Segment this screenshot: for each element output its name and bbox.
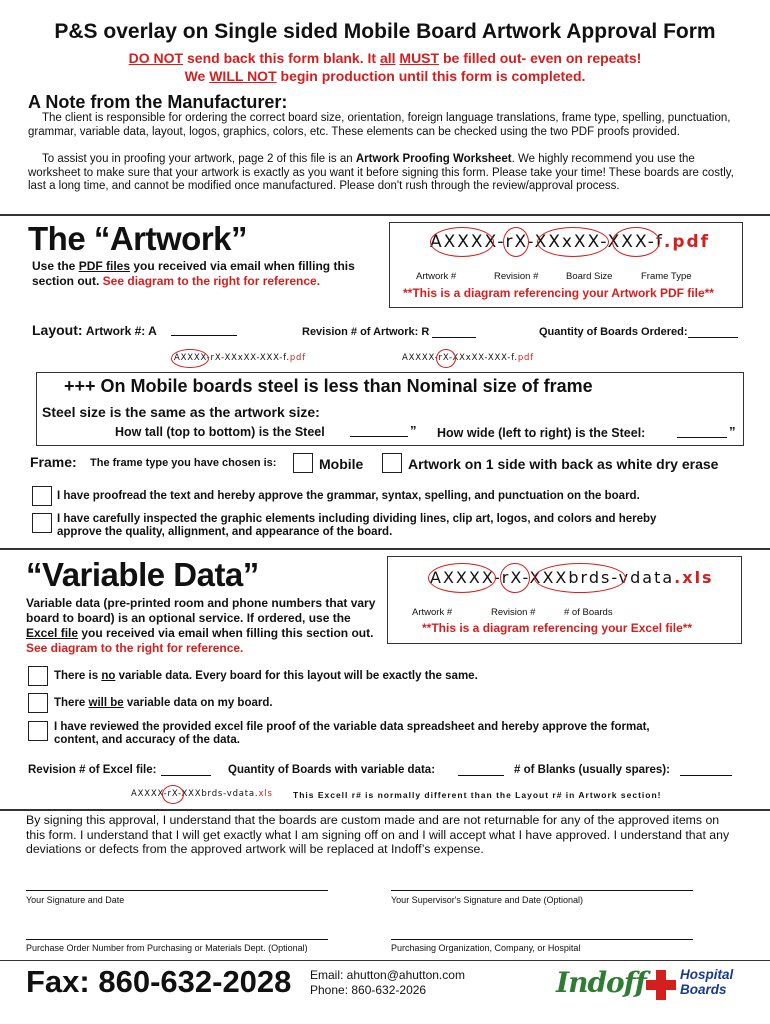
signature-label: Your Signature and Date bbox=[26, 895, 125, 905]
artwork-number-label: Artwork #: A bbox=[85, 324, 157, 338]
steel-heading: +++ On Mobile boards steel is less than Nominal size of frame bbox=[64, 376, 593, 396]
supervisor-signature-label: Your Supervisor's Signature and Date (Optional) bbox=[391, 895, 583, 905]
approve-text-label: I have proofread the text and hereby approve the grammar, syntax, spelling, and punctuation on the board. bbox=[57, 490, 640, 502]
artwork-desc-a: Use the bbox=[32, 259, 79, 273]
steel-tall-unit: ” bbox=[410, 423, 417, 438]
vlabel-artwork: Artwork # bbox=[412, 607, 453, 618]
blanks-field[interactable] bbox=[680, 764, 732, 776]
artwork-code-main: AXXXX-rX-XXxXX-XXX-f bbox=[430, 232, 664, 252]
excel-small-code-ext: xls bbox=[258, 789, 273, 799]
variable-desc-excel: Excel file bbox=[26, 626, 79, 640]
frame-artwork-checkbox[interactable] bbox=[382, 453, 402, 473]
note-p2-c: . We highly recommend you use the worksheet to make sure that your artwork is exactly as you want it before signing this form. Please take your time! These boards are costly, last a long time, and cannot be modified once manufactured. Please don't rush through the review/approval process. bbox=[28, 153, 734, 192]
no-variable-b: no bbox=[101, 670, 116, 682]
frame-label: Frame: bbox=[30, 454, 77, 470]
divider-agreement bbox=[0, 809, 770, 811]
layout-circle-a bbox=[171, 349, 209, 368]
vlabel-boards: # of Boards bbox=[564, 607, 613, 618]
frame-artwork-label: Artwork on 1 side with back as white dry erase bbox=[408, 456, 719, 472]
form-title: P&S overlay on Single sided Mobile Board Artwork Approval Form bbox=[54, 20, 716, 43]
variable-description bbox=[26, 596, 381, 656]
circle-artwork bbox=[430, 227, 494, 257]
variable-quantity-label: Quantity of Boards with variable data: bbox=[228, 764, 436, 776]
layout-code-b bbox=[402, 353, 534, 363]
contact-info bbox=[310, 968, 465, 998]
reviewed-excel-label: I have reviewed the provided excel file proof of the variable data spreadsheet and hereby approve the format, content, and accuracy of the data. bbox=[54, 721, 650, 746]
contact-email: Email: ahutton@ahutton.com bbox=[310, 968, 465, 982]
frame-description: The frame type you have chosen is: bbox=[90, 457, 277, 469]
label-revision: Revision # bbox=[494, 271, 539, 282]
indoff-logo bbox=[556, 966, 746, 1006]
logo-line-1: Hospital bbox=[680, 967, 734, 982]
artwork-number-field[interactable] bbox=[171, 324, 237, 336]
frame-mobile-checkbox[interactable] bbox=[293, 453, 313, 473]
approve-text-checkbox[interactable] bbox=[32, 486, 52, 506]
reviewed-excel-checkbox[interactable] bbox=[28, 721, 48, 741]
warning-line-1 bbox=[0, 50, 770, 66]
vcircle-artwork bbox=[428, 563, 496, 593]
po-label: Purchase Order Number from Purchasing or Materials Dept. (Optional) bbox=[26, 943, 308, 953]
steel-wide-label: How wide (left to right) is the Steel: bbox=[437, 426, 646, 440]
excel-small-note: This Excell r# is normally different than the Layout r# in Artwork section! bbox=[293, 790, 662, 800]
quantity-label: Quantity of Boards Ordered: bbox=[539, 326, 688, 338]
steel-tall-field[interactable] bbox=[350, 425, 408, 437]
no-variable-label bbox=[54, 670, 478, 682]
quantity-field[interactable] bbox=[688, 326, 738, 338]
layout-row bbox=[32, 322, 157, 338]
warning2-start: We bbox=[184, 68, 210, 84]
excel-small-circle bbox=[162, 785, 184, 804]
fax-number: Fax: 860-632-2028 bbox=[26, 964, 292, 999]
frame-mobile-label: Mobile bbox=[319, 456, 364, 472]
warning-text-end: be filled out- even on repeats! bbox=[439, 50, 642, 66]
variable-code-main: AXXXX-rX-XXXbrds-vdata bbox=[430, 568, 675, 587]
circle-frame bbox=[612, 227, 660, 257]
organization-line[interactable] bbox=[391, 939, 693, 940]
signature-line[interactable] bbox=[26, 890, 328, 891]
artwork-description bbox=[32, 259, 377, 289]
artwork-heading: The “Artwork” bbox=[28, 220, 248, 257]
artwork-diagram-box bbox=[389, 222, 743, 308]
variable-diagram-box bbox=[387, 556, 742, 644]
approve-graphics-checkbox[interactable] bbox=[32, 513, 52, 533]
layout-label: Layout: bbox=[32, 322, 83, 338]
layout-code-a-main: AXXXX-rX-XXxXX-XXX-f. bbox=[174, 353, 290, 363]
divider bbox=[0, 214, 770, 216]
artwork-diagram-note: **This is a diagram referencing your Artwork PDF file** bbox=[403, 286, 714, 300]
circle-revision bbox=[503, 227, 529, 257]
divider-footer bbox=[0, 960, 770, 961]
layout-code-b-ext: pdf bbox=[517, 353, 535, 363]
warning-all: all bbox=[379, 50, 396, 66]
no-variable-c: variable data. Every board for this layout will be exactly the same. bbox=[115, 670, 478, 682]
warning-must: MUST bbox=[399, 50, 440, 66]
excel-revision-field[interactable] bbox=[161, 764, 211, 776]
steel-wide-unit: ” bbox=[729, 424, 736, 439]
supervisor-signature-line[interactable] bbox=[391, 890, 693, 891]
steel-wide-field[interactable] bbox=[677, 426, 727, 438]
red-cross-icon bbox=[646, 970, 676, 1000]
logo-line-2: Boards bbox=[680, 982, 727, 997]
has-variable-b: will be bbox=[88, 697, 124, 709]
variable-code-ext: .xls bbox=[674, 568, 714, 587]
contact-phone: Phone: 860-632-2026 bbox=[310, 983, 427, 997]
variable-heading: “Variable Data” bbox=[26, 556, 259, 593]
note-paragraph-1: The client is responsible for ordering the correct board size, orientation, foreign language translations, frame type, spelling, punctuation, grammar, variable data, layout, logos, graphics, colors, etc. These elements can be checked using the two PDF proofs provided. bbox=[28, 112, 731, 138]
excel-small-code bbox=[131, 789, 273, 799]
variable-quantity-field[interactable] bbox=[458, 764, 504, 776]
note-p2-a: To assist you in proofing your artwork, page 2 of this file is an bbox=[42, 153, 356, 165]
artwork-desc-see: See diagram to the right for reference. bbox=[102, 274, 321, 288]
layout-circle-b bbox=[436, 349, 456, 368]
variable-desc-see: See diagram to the right for reference. bbox=[26, 641, 244, 655]
variable-diagram-note: **This is a diagram referencing your Excel file** bbox=[422, 621, 693, 635]
vcircle-revision bbox=[500, 563, 530, 593]
warning-line-2 bbox=[0, 68, 770, 84]
circle-size bbox=[537, 227, 609, 257]
excel-small-code-main: AXXXX-rX-XXXbrds-vdata. bbox=[131, 789, 259, 799]
layout-code-a-ext: pdf bbox=[289, 353, 307, 363]
has-variable-a: There bbox=[54, 697, 89, 709]
vcircle-boards bbox=[534, 563, 626, 593]
note-paragraph-2 bbox=[28, 153, 744, 194]
artwork-code-ext: .pdf bbox=[663, 232, 711, 252]
has-variable-c: variable data on my board. bbox=[123, 697, 273, 709]
divider-variable bbox=[0, 548, 770, 550]
artwork-desc-pdf: PDF files bbox=[78, 259, 131, 273]
vlabel-revision: Revision # bbox=[491, 607, 536, 618]
organization-label: Purchasing Organization, Company, or Hospital bbox=[391, 943, 581, 953]
excel-revision-label: Revision # of Excel file: bbox=[28, 764, 157, 776]
no-variable-a: There is bbox=[54, 670, 102, 682]
revision-label: Revision # of Artwork: R bbox=[302, 326, 430, 338]
has-variable-checkbox[interactable] bbox=[28, 693, 48, 713]
approve-graphics-label: I have carefully inspected the graphic elements including dividing lines, clip art, logos, and colors and hereby approve the quality, allignment, and appearance of the board. bbox=[57, 513, 657, 538]
warning-text: send back this form blank. It bbox=[183, 50, 380, 66]
logo-hospital-boards bbox=[680, 967, 733, 997]
artwork-desc-c: you received via email when filling this section out. bbox=[32, 259, 355, 288]
warning2-end: begin production until this form is completed. bbox=[276, 68, 586, 84]
steel-subheading: Steel size is the same as the artwork size: bbox=[42, 404, 320, 420]
label-frame-type: Frame Type bbox=[641, 271, 692, 282]
revision-field[interactable] bbox=[432, 326, 476, 338]
variable-desc-a: Variable data (pre-printed room and phone numbers that vary board to board) is an optional service. If ordered, use the bbox=[26, 596, 376, 625]
blanks-label: # of Blanks (usually spares): bbox=[514, 764, 670, 776]
agreement-text: By signing this approval, I understand that the boards are custom made and are not returnable for any of the approved items on this form. I understand that I will get exactly what I am signing off on and I will accept what I have approved. I understand that any deviations or defects from the approved artwork will be replaced at Indoff’s expense. bbox=[26, 813, 730, 856]
warning-do-not: DO NOT bbox=[128, 50, 184, 66]
note-heading: A Note from the Manufacturer: bbox=[28, 92, 288, 112]
no-variable-checkbox[interactable] bbox=[28, 666, 48, 686]
layout-code-b-main: AXXXX-rX-XXxXX-XXX-f. bbox=[402, 353, 518, 363]
variable-desc-c: you received via email when filling this section out. bbox=[78, 626, 374, 640]
note-p2-b: Artwork Proofing Worksheet bbox=[355, 153, 512, 165]
has-variable-label bbox=[54, 697, 273, 709]
steel-tall-label: How tall (top to bottom) is the Steel bbox=[115, 425, 325, 439]
warning-will-not: WILL NOT bbox=[209, 68, 277, 84]
label-artwork: Artwork # bbox=[416, 271, 457, 282]
logo-indoff-text: Indoff bbox=[556, 966, 646, 999]
po-line[interactable] bbox=[26, 939, 328, 940]
label-board-size: Board Size bbox=[566, 271, 613, 282]
